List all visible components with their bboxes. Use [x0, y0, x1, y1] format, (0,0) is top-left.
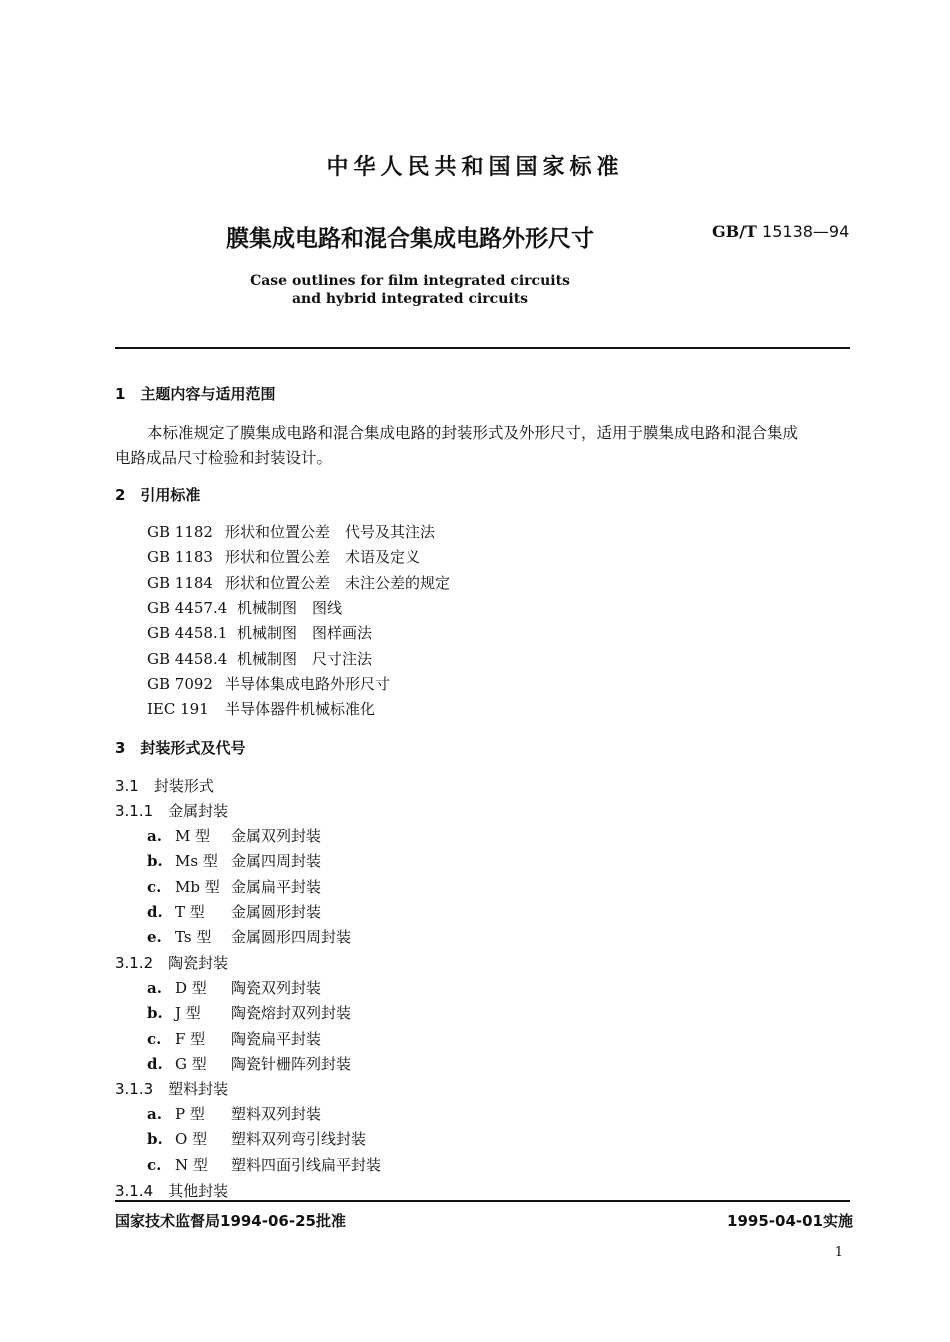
- list-item: [147, 1002, 351, 1023]
- item-letter: a.: [147, 979, 162, 997]
- reference-code: GB 1184: [147, 573, 213, 592]
- subsection-3-1-1: 3.1.1 金属封装: [115, 802, 229, 820]
- package-description: 塑料双列弯引线封装: [231, 1130, 367, 1149]
- subsection-3-1-3: 3.1.3 塑料封装: [115, 1080, 229, 1098]
- list-item: [147, 876, 321, 897]
- footer-divider: [115, 1200, 850, 1202]
- list-item: [147, 850, 321, 871]
- package-description: 塑料四面引线扁平封装: [231, 1155, 382, 1174]
- reference-code: GB 1183: [147, 548, 213, 567]
- reference-title: 机械制图 图样画法: [237, 624, 373, 643]
- item-letter: d.: [147, 1054, 163, 1073]
- package-type-code: P 型: [175, 1105, 205, 1123]
- package-description: 陶瓷双列封装: [231, 979, 322, 997]
- header-divider: [115, 347, 850, 349]
- package-type-code: F 型: [175, 1029, 206, 1048]
- reference-item: [147, 597, 342, 618]
- code-number: 15138—94: [762, 222, 850, 241]
- item-letter: c.: [147, 877, 162, 896]
- package-description: 金属双列封装: [231, 827, 322, 845]
- list-item: [147, 1154, 381, 1175]
- package-type-code: J 型: [175, 1004, 201, 1023]
- reference-title: 形状和位置公差 代号及其注法: [225, 523, 436, 541]
- package-description: 金属扁平封装: [231, 877, 322, 896]
- package-description: 陶瓷扁平封装: [231, 1029, 322, 1048]
- reference-item: [147, 546, 420, 567]
- reference-item: [147, 673, 390, 694]
- effective-date: 1995-04-01实施: [727, 1212, 853, 1230]
- reference-item: [147, 572, 450, 593]
- reference-code: GB 7092: [147, 674, 213, 693]
- reference-code: GB 4457.4: [147, 598, 228, 617]
- section-1-heading: 1 主题内容与适用范围: [115, 385, 276, 403]
- code-prefix: GB/T: [712, 222, 757, 241]
- subsection-3-1-4: 3.1.4 其他封装: [115, 1182, 229, 1200]
- reference-code: GB 1182: [147, 523, 213, 541]
- section-1-paragraph-line-1: 本标准规定了膜集成电路和混合集成电路的封装形式及外形尺寸，适用于膜集成电路和混合集成: [147, 424, 799, 442]
- reference-code: GB 4458.4: [147, 649, 228, 668]
- english-title-line-1: Case outlines for film integrated circuits: [250, 273, 570, 289]
- item-letter: b.: [147, 1004, 163, 1023]
- reference-item: [147, 698, 375, 719]
- reference-item: [147, 521, 435, 542]
- package-type-code: G 型: [175, 1054, 207, 1073]
- item-letter: c.: [147, 1155, 162, 1174]
- item-letter: a.: [147, 827, 162, 845]
- standard-code: [712, 222, 849, 241]
- reference-title: 机械制图 图线: [237, 598, 343, 617]
- document-title: 膜集成电路和混合集成电路外形尺寸: [226, 226, 594, 252]
- package-type-code: M 型: [175, 827, 211, 845]
- package-description: 塑料双列封装: [231, 1105, 322, 1123]
- list-item: [147, 1053, 351, 1074]
- list-item: [147, 1103, 321, 1124]
- reference-title: 机械制图 尺寸注法: [237, 649, 373, 668]
- english-title-line-2: and hybrid integrated circuits: [291, 291, 529, 307]
- page-number: 1: [834, 1245, 843, 1260]
- item-letter: b.: [147, 852, 163, 871]
- reference-title: 半导体集成电路外形尺寸: [225, 674, 391, 693]
- reference-code: IEC 191: [147, 700, 209, 719]
- package-description: 金属圆形四周封装: [231, 928, 352, 947]
- subsection-3-1-2: 3.1.2 陶瓷封装: [115, 954, 229, 972]
- package-type-code: Mb 型: [175, 877, 220, 896]
- list-item: [147, 825, 321, 846]
- list-item: [147, 926, 351, 947]
- list-item: [147, 977, 321, 998]
- package-description: 金属四周封装: [231, 852, 322, 871]
- reference-title: 形状和位置公差 未注公差的规定: [225, 573, 451, 592]
- reference-code: GB 4458.1: [147, 624, 228, 643]
- subsection-3-1: 3.1 封装形式: [115, 777, 214, 795]
- item-letter: a.: [147, 1105, 162, 1123]
- list-item: [147, 901, 321, 922]
- reference-title: 形状和位置公差 术语及定义: [225, 548, 421, 567]
- item-letter: d.: [147, 902, 163, 921]
- package-description: 陶瓷针栅阵列封装: [231, 1054, 352, 1073]
- item-letter: e.: [147, 928, 162, 947]
- standard-header: 中华人民共和国国家标准: [326, 155, 624, 180]
- package-type-code: O 型: [175, 1130, 208, 1149]
- reference-title: 半导体器件机械标准化: [225, 700, 376, 719]
- package-type-code: Ms 型: [175, 852, 218, 871]
- package-type-code: N 型: [175, 1155, 208, 1174]
- section-3-heading: 3 封装形式及代号: [115, 739, 246, 757]
- package-type-code: T 型: [175, 902, 205, 921]
- section-1-paragraph-line-2: 电路成品尺寸检验和封装设计。: [115, 449, 333, 467]
- package-description: 金属圆形封装: [231, 902, 322, 921]
- item-letter: c.: [147, 1029, 162, 1048]
- reference-item: [147, 622, 372, 643]
- list-item: [147, 1028, 321, 1049]
- package-description: 陶瓷熔封双列封装: [231, 1004, 352, 1023]
- package-type-code: D 型: [175, 979, 207, 997]
- reference-item: [147, 648, 372, 669]
- package-type-code: Ts 型: [175, 928, 212, 947]
- approval-note: 国家技术监督局1994-06-25批准: [115, 1212, 346, 1230]
- item-letter: b.: [147, 1130, 163, 1149]
- section-2-heading: 2 引用标准: [115, 486, 201, 504]
- list-item: [147, 1128, 366, 1149]
